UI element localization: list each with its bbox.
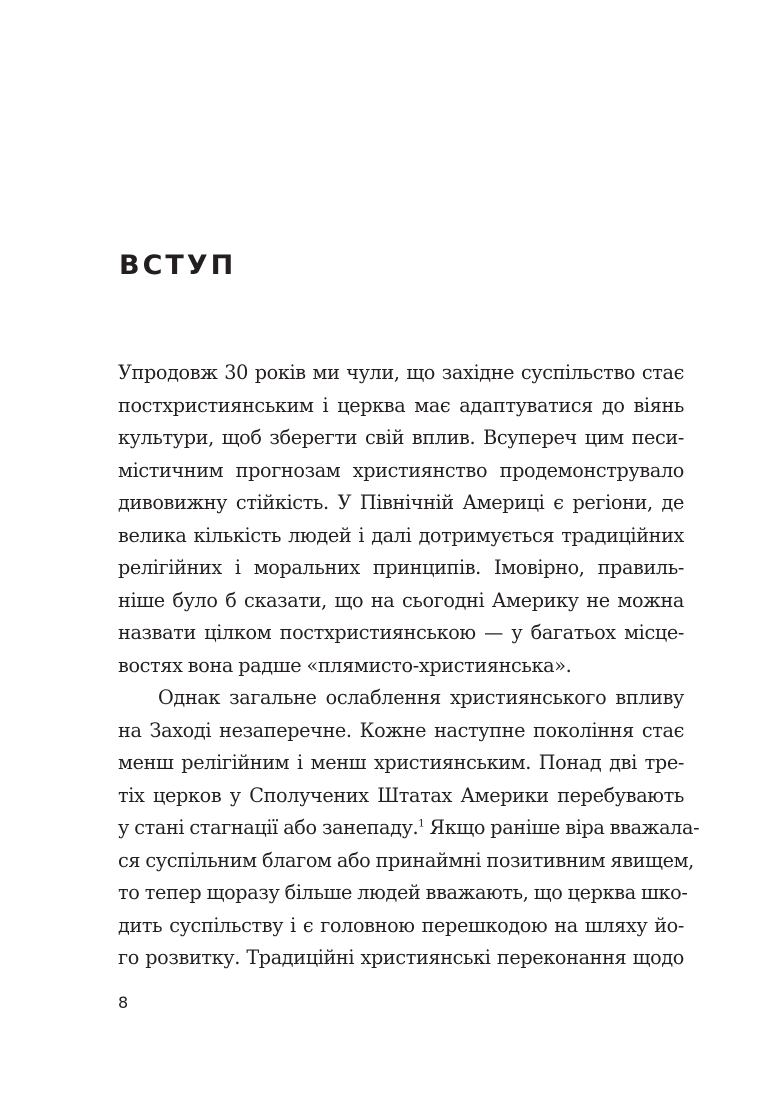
- text-line: го розвитку. Традиційні християнські переконання щодо: [118, 946, 684, 969]
- text-line: востях вона радше «плямисто-християнська».: [118, 653, 572, 677]
- text-line: релігійних і моральних принципів. Імовірно, правиль-: [118, 556, 684, 579]
- text-line: ся суспільним благом або принаймні позитивним явищем,: [118, 848, 694, 872]
- text-line: тіх церков у Сполучених Штатах Америки перебувають: [118, 783, 684, 807]
- text-line: Однак загальне ослаблення християнського впливу: [158, 686, 684, 709]
- text-line: назвати цілком постхристиянською — у багатьох місце-: [118, 621, 684, 644]
- paragraph-1: [118, 357, 684, 682]
- body-text: [118, 357, 700, 975]
- text-segment: у стані стагнації або занепаду.: [118, 816, 419, 839]
- text-line: ніше було б сказати, що на сьогодні Америку не можна: [118, 588, 684, 612]
- text-line: на Заході незаперечне. Кожне наступне покоління стає: [118, 718, 684, 742]
- text-segment: Якщо раніше віра вважала-: [424, 816, 700, 839]
- text-line: велика кількість людей і далі дотримується традиційних: [118, 523, 684, 547]
- page-number: 8: [118, 993, 129, 1012]
- text-line: то тепер щоразу більше людей вважають, що церква шко-: [118, 881, 688, 904]
- text-line: менш релігійним і менш християнським. Понад дві тре-: [118, 751, 684, 774]
- text-line: дивовижну стійкість. У Північній Америці є регіони, де: [118, 491, 684, 514]
- paragraph-2: [118, 682, 700, 975]
- text-line: містичним прогнозам християнство продемонструвало: [118, 458, 684, 482]
- text-line: культури, щоб зберегти свій вплив. Всупереч цим песи-: [118, 426, 684, 449]
- text-line: постхристиянським і церква має адаптуватися до віянь: [118, 393, 684, 417]
- text-line-with-footnote: [118, 812, 700, 845]
- footnote-reference[interactable]: 1: [418, 818, 425, 830]
- text-line: Упродовж 30 років ми чули, що західне суспільство стає: [118, 361, 684, 384]
- text-line: дить суспільству і є головною перешкодою на шляху йо-: [118, 913, 684, 937]
- chapter-title: ВСТУП: [119, 250, 237, 281]
